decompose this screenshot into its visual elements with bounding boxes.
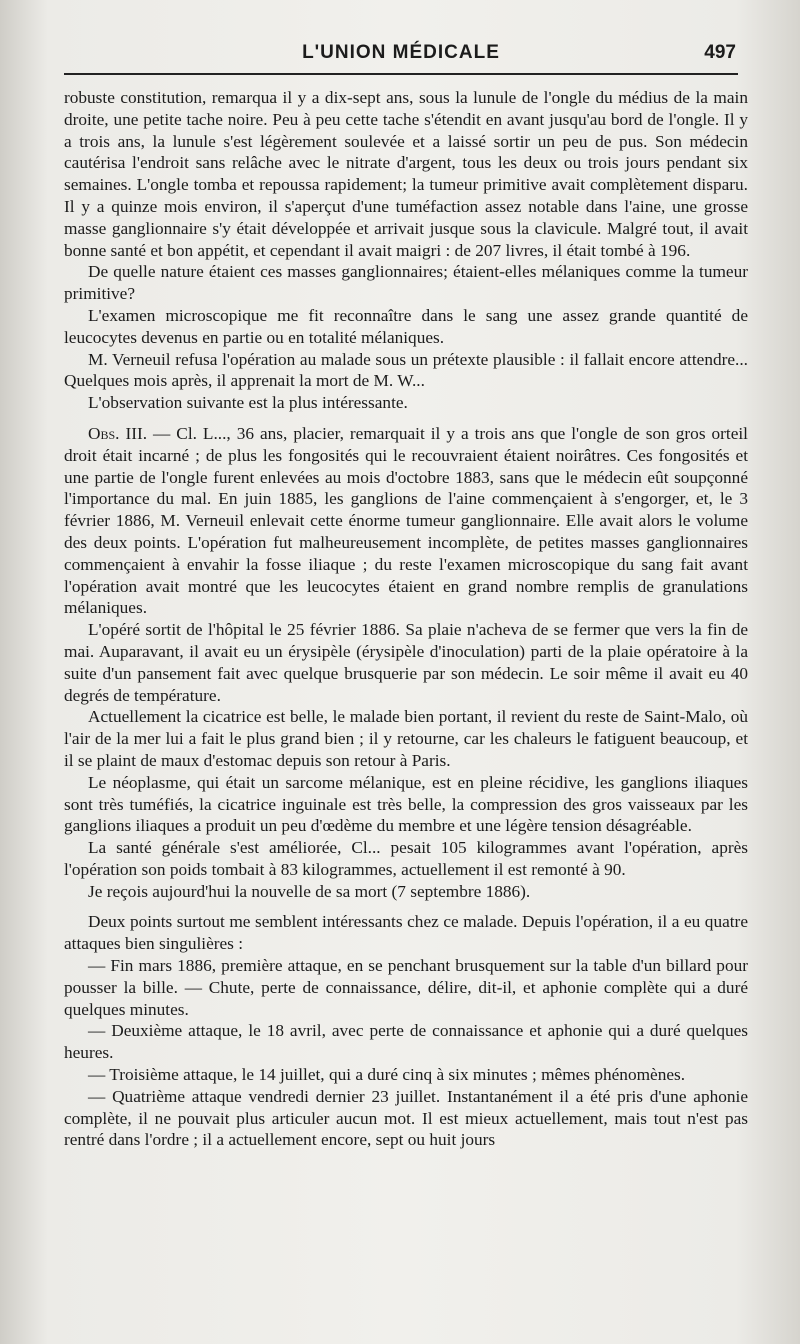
paragraph: Je reçois aujourd'hui la nouvelle de sa mort (7 septembre 1886). — [88, 881, 531, 901]
paragraph: robuste constitution, remarqua il y a dix-sept ans, sous la lunule de l'ongle du médius de la main droite, une petite tache noire. Peu à peu cette tache s'étendit en avant jusqu'au bord de l'ongle. Il y a trois ans, la lunule s'est légèrement soulevée et a laissé sortir un peu de pus. Son médecin cautérisa l'endroit sans relâche avec le nitrate d'argent, tous les deux ou trois jours pendant six semaines. L'ongle tomba et repoussa rapidement; la tumeur primitive avait complètement disparu. Il y a quinze mois environ, il s'aperçut d'une tuméfaction assez notable dans l'aine, une grosse masse ganglionnaire s'y était développée et arrivait jusque sous la clavicule. Malgré tout, il avait bonne santé et bon appétit, et cependant il avait maigri : de 207 livres, il était tombé à 196. — [64, 88, 748, 260]
article-body — [64, 87, 748, 1151]
paragraph: Le néoplasme, qui était un sarcome mélanique, est en pleine récidive, les ganglions iliaques sont très tuméfiés, la cicatrice inguinale est très belle, la compression des gros vaisseaux par les ganglions iliaques a produit un peu d'œdème du membre et une légère tension désagréable. — [64, 772, 748, 836]
page-header — [64, 42, 738, 72]
attack-item: — Fin mars 1886, première attaque, en se penchant brusquement sur la table d'un billard pour pousser la bille. — Chute, perte de connaissance, délire, dit-il, et aphonie complète qui a duré quelques minutes. — [64, 956, 748, 1019]
paragraph: M. Verneuil refusa l'opération au malade sous un prétexte plausible : il fallait encore attendre... Quelques mois après, il apprenait la mort de M. W... — [64, 349, 748, 391]
paragraph: L'examen microscopique me fit reconnaître dans le sang une assez grande quantité de leucocytes devenus en partie ou en totalité mélaniques. — [64, 305, 748, 347]
paragraph: L'observation suivante est la plus intéressante. — [88, 393, 408, 413]
paragraph: La santé générale s'est améliorée, Cl... pesait 105 kilogrammes avant l'opération, après l'opération son poids tombait à 83 kilogrammes, actuellement il est remonté à 90. — [64, 838, 748, 879]
observation-heading: Obs. III. — [88, 423, 148, 443]
attack-item: — Troisième attaque, le 14 juillet, qui a duré cinq à six minutes ; mêmes phénomènes. — [88, 1065, 686, 1085]
observation-text: — Cl. L..., 36 ans, placier, remarquait il y a trois ans que l'ongle de son gros orteil droit était incarné ; de plus les fongosités qui le recouvraient étaient noirâtres. Ces fongosités et une partie de l'ongle furent enlevées au mois d'octobre 1883, sans que le médecin eût soupçonné l'importance du mal. En juin 1885, les ganglions de l'aine commençaient à s'engorger, et, le 3 février 1886, M. Verneuil enlevait cette énorme tumeur ganglionnaire. Elle avait alors le volume des deux points. L'opération fut malheureusement incomplète, de petites masses ganglionnaires commençaient à envahir la fosse iliaque ; du reste l'examen microscopique du sang fait avant l'opération avait montré que les leucocytes étaient en grand nombre remplis de granulations mélaniques. — [64, 423, 748, 618]
attack-item: — Deuxième attaque, le 18 avril, avec perte de connaissance et aphonie qui a duré quelques heures. — [64, 1021, 748, 1063]
observation-paragraph — [64, 423, 748, 619]
page-number: 497 — [704, 42, 736, 63]
header-rule — [64, 73, 738, 75]
running-title: L'UNION MÉDICALE — [302, 42, 500, 63]
attack-item: — Quatrième attaque vendredi dernier 23 juillet. Instantanément il a été pris d'une aphonie complète, il ne pouvait plus articuler aucun mot. Il est mieux actuellement, mais tout n'est pas rentré dans l'ordre ; il a actuellement encore, sept ou huit jours — [64, 1086, 748, 1150]
paragraph: Actuellement la cicatrice est belle, le malade bien portant, il revient du reste de Saint-Malo, où l'air de la mer lui a fait le plus grand bien ; il y retourne, car les chaleurs le fatiguent beaucoup, et il se plaint de maux d'estomac depuis son retour à Paris. — [64, 707, 748, 770]
paragraph: L'opéré sortit de l'hôpital le 25 février 1886. Sa plaie n'acheva de se fermer que vers la fin de mai. Auparavant, il avait eu un érysipèle (érysipèle d'inoculation) parti de la plaie opératoire à la suite d'un pansement fait avec quelque brusquerie par son médecin. Le soir même il avait eu 40 degrés de température. — [64, 620, 748, 705]
paragraph: Deux points surtout me semblent intéressants chez ce malade. Depuis l'opération, il a eu quatre attaques bien singulières : — [64, 912, 748, 954]
paragraph: De quelle nature étaient ces masses ganglionnaires; étaient-elles mélaniques comme la tumeur primitive? — [64, 262, 748, 304]
